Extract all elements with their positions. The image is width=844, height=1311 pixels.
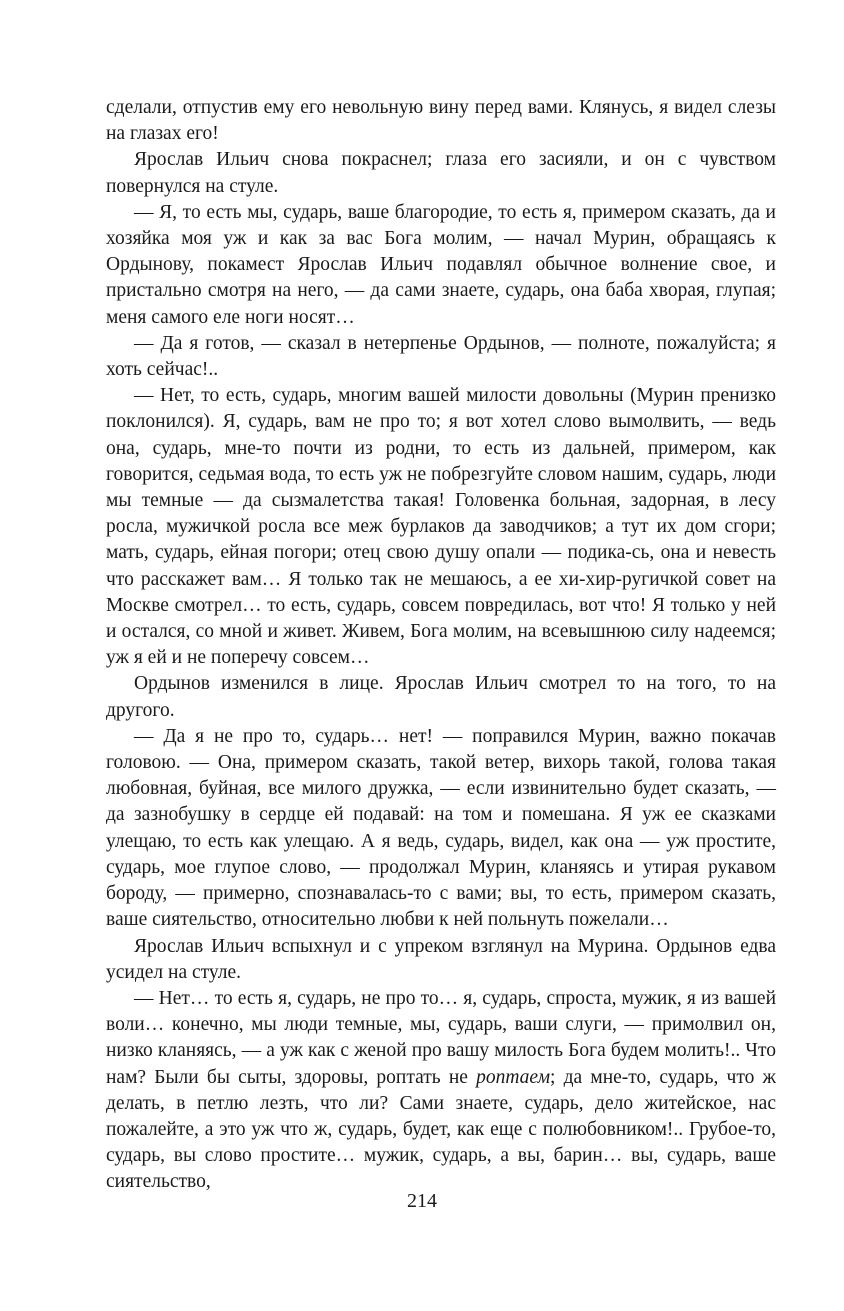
paragraph-text-after: ; да мне-то, сударь, что ж делать, в петлю лезть, что ли? Сами знаете, сударь, дело житейское, нас пожалейте, а это уж что ж, сударь, будет, как еще с полюбовником!.. Грубое-то, сударь, вы слово простите… мужик, сударь, а вы, барин… вы, сударь, ваше сиятельство, — [106, 1066, 777, 1193]
paragraph: — Да я не про то, сударь… нет! — поправился Мурин, важно покачав головою. — Она, примером сказать, такой ветер, вихорь такой, голова такая любовная, буйная, все милого дружка, — если извинительно будет сказать, — да зазнобушку в сердце ей подавай: на том и помешана. Я уж ее сказками улещаю, то есть как улещаю. А я ведь, сударь, видел, как она — уж простите, сударь, мое глупое слово, — продолжал Мурин, кланяясь и утирая рукавом бороду, — примерно, спознавалась-то с вами; вы, то есть, примером сказать, ваше сиятельство, относительно любви к ней польнуть пожелали… — [106, 725, 776, 931]
emphasized-word: роптаем — [476, 1066, 551, 1088]
page-body-text — [106, 95, 776, 1196]
paragraph: Ордынов изменился в лице. Ярослав Ильич смотрел то на того, то на другого. — [106, 673, 776, 721]
page-number: 214 — [407, 1190, 437, 1212]
paragraph-text-before: — Нет… то есть я, сударь, не про то… я, сударь, спроста, мужик, я из вашей воли… конечно, мы люди темные, мы, сударь, ваши слуги, — примолвил он, низко кланяясь, — а уж как с женой про вашу милость Бога будем молить!.. Что нам? Были бы сыты, здоровы, роптать не — [106, 987, 776, 1088]
paragraph: Ярослав Ильич снова покраснел; глаза его засияли, и он с чувством повернулся на стуле. — [106, 149, 776, 197]
paragraph: Ярослав Ильич вспыхнул и с упреком взглянул на Мурина. Ордынов едва усидел на стуле. — [106, 935, 776, 983]
paragraph: — Нет, то есть, сударь, многим вашей милости довольны (Мурин пренизко поклонился). Я, сударь, вам не про то; я вот хотел слово вымолвить, — ведь она, сударь, мне-то почти из родни, то есть из дальней, примером, как говорится, седьмая вода, то есть уж не побрезгуйте словом нашим, сударь, люди мы темные — да сызмалетства такая! Головенка больная, задорная, в лесу росла, мужичкой росла все меж бурлаков да заводчиков; а тут их дом сгори; мать, сударь, ейная погори; отец свою душу опали — подика-сь, она и невесть что расскажет вам… Я только так не мешаюсь, а ее хи-хир-ругичкой совет на Москве смотрел… то есть, сударь, совсем повредилась, вот что! Я только у ней и остался, со мной и живет. Живем, Бога молим, на всевышнюю силу надеемся; уж я ей и не поперечу совсем… — [106, 385, 776, 669]
paragraph-with-emphasis — [106, 986, 776, 1196]
paragraph: — Я, то есть мы, сударь, ваше благородие, то есть я, примером сказать, да и хозяйка моя уж и как за вас Бога молим, — начал Мурин, обращаясь к Ордынову, покамест Ярослав Ильич подавлял обычное волнение свое, и пристально смотря на него, — да сами знаете, сударь, она баба хворая, глупая; меня самого еле ноги носят… — [106, 201, 776, 328]
paragraph-continuation: сделали, отпустив ему его невольную вину перед вами. Клянусь, я видел слезы на глазах его! — [106, 97, 776, 145]
paragraph: — Да я готов, — сказал в нетерпенье Ордынов, — полноте, пожалуйста; я хоть сейчас!.. — [106, 332, 776, 381]
